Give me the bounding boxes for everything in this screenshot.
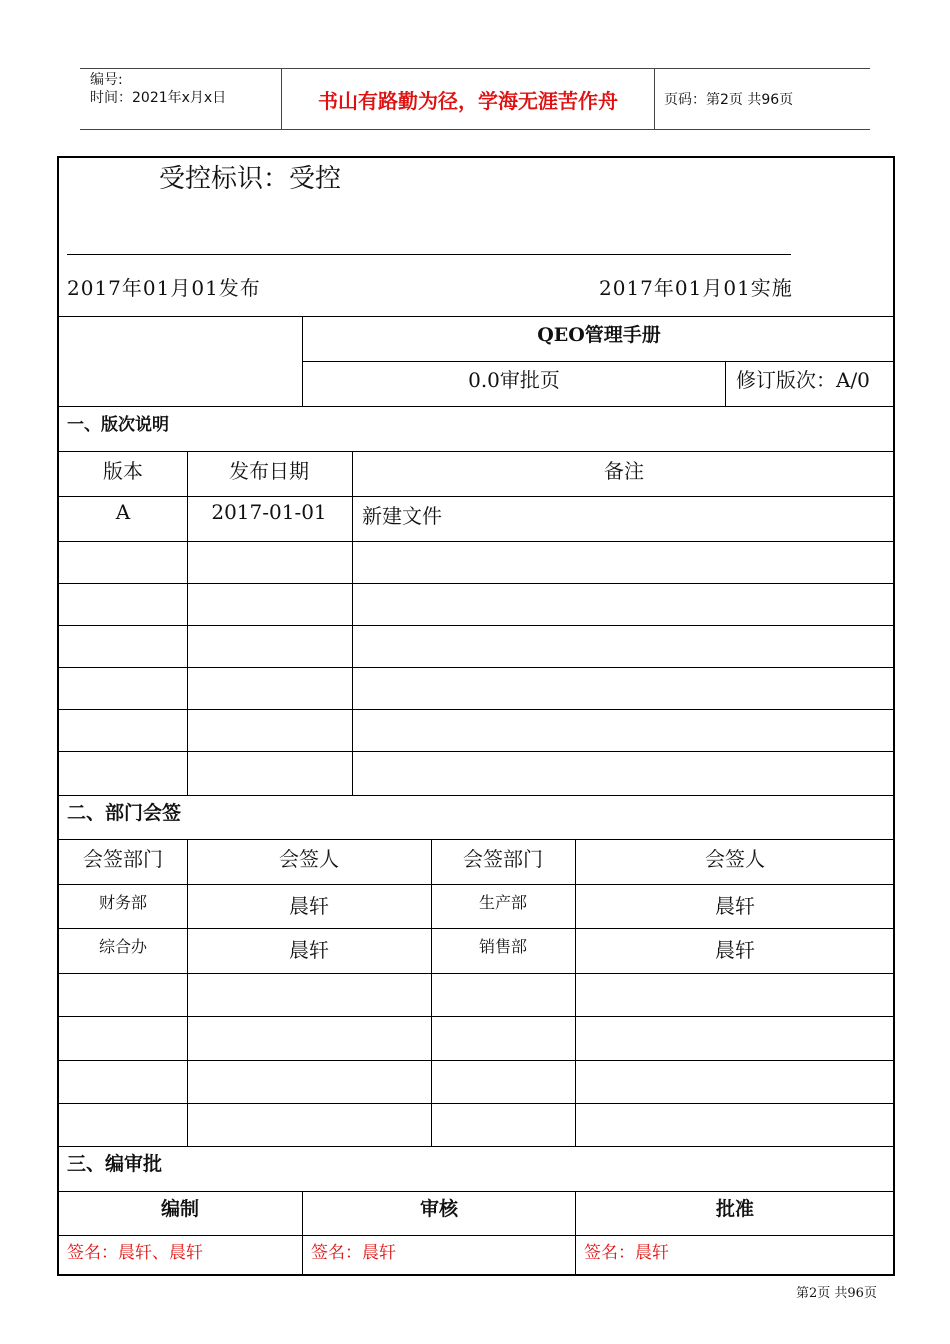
section-title-countersign: 二、部门会签 — [67, 802, 182, 824]
column-divider — [187, 451, 188, 795]
row-divider — [59, 973, 893, 974]
row-divider — [59, 1103, 893, 1104]
divider — [59, 1146, 893, 1147]
divider — [59, 406, 893, 407]
row-divider — [59, 928, 893, 929]
row-divider — [59, 496, 893, 497]
row-divider — [59, 667, 893, 668]
section-title-approval: 三、编审批 — [67, 1153, 163, 1175]
signature-field: 签名：晨轩、晨轩 — [67, 1243, 203, 1263]
row-divider — [59, 1060, 893, 1061]
column-divider — [352, 451, 353, 795]
countersign-table-header: 会签部门 — [83, 847, 163, 871]
countersign-table-cell: 晨轩 — [289, 938, 329, 962]
divider — [59, 839, 893, 840]
approval-page-name: 0.0审批页 — [468, 368, 560, 392]
version-table-header: 版本 — [103, 459, 143, 483]
signature-rule — [67, 254, 791, 255]
divider — [59, 1191, 893, 1192]
section-title-versions: 一、版次说明 — [67, 415, 169, 435]
version-table-cell: 2017-01-01 — [211, 500, 327, 524]
countersign-table-cell: 财务部 — [98, 893, 148, 912]
column-divider — [431, 839, 432, 1146]
approval-form — [57, 156, 895, 1276]
effective-date: 2017年01月01实施 — [599, 276, 793, 300]
page-header — [80, 68, 870, 130]
control-label: 受控标识：受控 — [159, 164, 342, 194]
row-divider — [59, 884, 893, 885]
manual-title: QEO管理手册 — [537, 324, 661, 346]
document-time: 时间：2021年x月x日 — [90, 90, 227, 106]
header-motto: 书山有路勤为径，学海无涯苦作舟 — [281, 69, 655, 129]
row-divider — [59, 1016, 893, 1017]
revision-label: 修订版次：A/0 — [736, 368, 870, 392]
version-table-header: 备注 — [604, 459, 644, 483]
countersign-table-cell: 晨轩 — [715, 894, 755, 918]
divider — [59, 316, 893, 317]
countersign-table-cell: 晨轩 — [715, 938, 755, 962]
row-divider — [59, 625, 893, 626]
row-divider — [59, 541, 893, 542]
signature-field: 签名：晨轩 — [584, 1243, 669, 1263]
countersign-table-header: 会签部门 — [463, 847, 543, 871]
divider — [302, 361, 893, 362]
countersign-table-cell: 综合办 — [98, 937, 148, 956]
countersign-table-cell: 生产部 — [478, 893, 528, 912]
version-table-cell: 新建文件 — [362, 504, 442, 528]
row-divider — [59, 583, 893, 584]
countersign-table-header: 会签人 — [705, 847, 765, 871]
signature-field: 签名：晨轩 — [311, 1243, 396, 1263]
page-footer: 第2页 共96页 — [796, 1286, 877, 1301]
document-number-label: 编号: — [90, 72, 123, 88]
approval-role-header: 编制 — [160, 1198, 200, 1220]
column-divider — [302, 1191, 303, 1276]
release-date: 2017年01月01发布 — [67, 276, 261, 300]
divider — [59, 795, 893, 796]
approval-role-header: 审核 — [419, 1198, 459, 1220]
column-divider — [187, 839, 188, 1146]
row-divider — [59, 751, 893, 752]
header-page-info: 页码：第2页 共96页 — [664, 92, 794, 108]
column-divider — [575, 839, 576, 1146]
column-divider — [575, 1191, 576, 1276]
version-table-cell: A — [115, 500, 131, 524]
divider — [59, 451, 893, 452]
countersign-table-cell: 晨轩 — [289, 894, 329, 918]
divider — [725, 361, 726, 406]
version-table-header: 发布日期 — [229, 459, 309, 483]
row-divider — [59, 1235, 893, 1236]
row-divider — [59, 709, 893, 710]
header-meta — [80, 69, 290, 131]
countersign-table-header: 会签人 — [279, 847, 339, 871]
approval-role-header: 批准 — [715, 1198, 755, 1220]
countersign-table-cell: 销售部 — [478, 937, 528, 956]
